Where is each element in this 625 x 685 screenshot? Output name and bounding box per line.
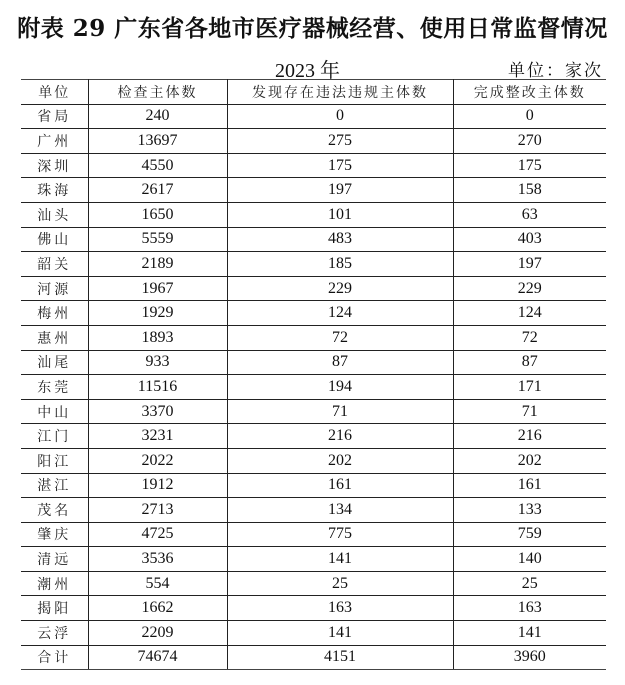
- cell-rectified: 403: [453, 227, 606, 252]
- cell-unit: 汕头: [21, 202, 88, 227]
- cell-rectified: 202: [453, 448, 606, 473]
- year-label: 2023 年: [275, 60, 340, 82]
- cell-rectified: 216: [453, 424, 606, 449]
- cell-violations: 775: [227, 522, 453, 547]
- cell-inspected: 240: [88, 104, 227, 129]
- table-row: [21, 424, 606, 449]
- cell-inspected: 4725: [88, 522, 227, 547]
- cell-rectified: 171: [453, 375, 606, 400]
- cell-violations: 483: [227, 227, 453, 252]
- cell-inspected: 5559: [88, 227, 227, 252]
- cell-inspected: 933: [88, 350, 227, 375]
- table-row: [21, 571, 606, 596]
- cell-violations: 101: [227, 202, 453, 227]
- cell-inspected: 554: [88, 571, 227, 596]
- table-row: [21, 621, 606, 646]
- supervision-table: [21, 79, 606, 670]
- cell-rectified: 163: [453, 596, 606, 621]
- cell-inspected: 11516: [88, 375, 227, 400]
- cell-inspected: 2022: [88, 448, 227, 473]
- cell-violations: 141: [227, 621, 453, 646]
- cell-rectified: 229: [453, 276, 606, 301]
- cell-violations: 161: [227, 473, 453, 498]
- header-unit: 单位: [21, 80, 88, 105]
- cell-unit: 韶关: [21, 252, 88, 277]
- cell-unit: 揭阳: [21, 596, 88, 621]
- cell-inspected: 2209: [88, 621, 227, 646]
- cell-violations: 163: [227, 596, 453, 621]
- cell-unit: 阳江: [21, 448, 88, 473]
- cell-inspected: 1662: [88, 596, 227, 621]
- cell-rectified: 63: [453, 202, 606, 227]
- cell-inspected: 1650: [88, 202, 227, 227]
- header-rectified: 完成整改主体数: [453, 80, 606, 105]
- cell-violations: 197: [227, 178, 453, 203]
- cell-unit: 河源: [21, 276, 88, 301]
- cell-rectified: 25: [453, 571, 606, 596]
- cell-violations: 71: [227, 399, 453, 424]
- cell-violations: 202: [227, 448, 453, 473]
- cell-unit: 珠海: [21, 178, 88, 203]
- cell-rectified: 141: [453, 621, 606, 646]
- cell-inspected: 3231: [88, 424, 227, 449]
- table-row: [21, 325, 606, 350]
- cell-rectified: 197: [453, 252, 606, 277]
- cell-violations: 4151: [227, 645, 453, 670]
- cell-unit: 汕尾: [21, 350, 88, 375]
- cell-unit: 肇庆: [21, 522, 88, 547]
- cell-inspected: 1912: [88, 473, 227, 498]
- table-row: [21, 276, 606, 301]
- header-inspected: 检查主体数: [88, 80, 227, 105]
- cell-violations: 134: [227, 498, 453, 523]
- cell-unit: 清远: [21, 547, 88, 572]
- table-row: [21, 522, 606, 547]
- cell-unit: 梅州: [21, 301, 88, 326]
- cell-violations: 25: [227, 571, 453, 596]
- cell-violations: 175: [227, 153, 453, 178]
- cell-violations: 275: [227, 129, 453, 154]
- cell-violations: 229: [227, 276, 453, 301]
- cell-rectified: 140: [453, 547, 606, 572]
- table-title: 附表 29 广东省各地市医疗器械经营、使用日常监督情况: [17, 15, 608, 42]
- cell-inspected: 3370: [88, 399, 227, 424]
- cell-unit: 省局: [21, 104, 88, 129]
- header-violations: 发现存在违法违规主体数: [227, 80, 453, 105]
- table-row: [21, 252, 606, 277]
- table-row: [21, 301, 606, 326]
- cell-unit: 佛山: [21, 227, 88, 252]
- unit-label: 单位：家次: [508, 61, 603, 81]
- table-row: [21, 498, 606, 523]
- cell-rectified: 0: [453, 104, 606, 129]
- cell-rectified: 175: [453, 153, 606, 178]
- cell-unit: 东莞: [21, 375, 88, 400]
- cell-unit: 惠州: [21, 325, 88, 350]
- cell-rectified: 133: [453, 498, 606, 523]
- table-row: [21, 473, 606, 498]
- table-row: [21, 129, 606, 154]
- table-row: [21, 202, 606, 227]
- cell-unit: 云浮: [21, 621, 88, 646]
- cell-inspected: 1893: [88, 325, 227, 350]
- cell-rectified: 124: [453, 301, 606, 326]
- total-row: [21, 645, 606, 670]
- cell-rectified: 270: [453, 129, 606, 154]
- table-row: [21, 596, 606, 621]
- cell-rectified: 3960: [453, 645, 606, 670]
- cell-rectified: 759: [453, 522, 606, 547]
- table-row: [21, 399, 606, 424]
- table-row: [21, 547, 606, 572]
- table-row: [21, 104, 606, 129]
- cell-inspected: 1929: [88, 301, 227, 326]
- cell-inspected: 13697: [88, 129, 227, 154]
- cell-inspected: 3536: [88, 547, 227, 572]
- table-row: [21, 227, 606, 252]
- cell-inspected: 2713: [88, 498, 227, 523]
- cell-violations: 0: [227, 104, 453, 129]
- cell-violations: 141: [227, 547, 453, 572]
- cell-violations: 72: [227, 325, 453, 350]
- header-row: [21, 80, 606, 105]
- cell-violations: 194: [227, 375, 453, 400]
- cell-inspected: 2617: [88, 178, 227, 203]
- cell-violations: 87: [227, 350, 453, 375]
- cell-rectified: 71: [453, 399, 606, 424]
- cell-violations: 216: [227, 424, 453, 449]
- cell-rectified: 158: [453, 178, 606, 203]
- cell-inspected: 4550: [88, 153, 227, 178]
- cell-violations: 185: [227, 252, 453, 277]
- cell-rectified: 161: [453, 473, 606, 498]
- cell-unit: 深圳: [21, 153, 88, 178]
- cell-rectified: 87: [453, 350, 606, 375]
- cell-unit: 江门: [21, 424, 88, 449]
- cell-unit: 广州: [21, 129, 88, 154]
- table-row: [21, 448, 606, 473]
- cell-rectified: 72: [453, 325, 606, 350]
- cell-unit: 湛江: [21, 473, 88, 498]
- cell-unit: 合计: [21, 645, 88, 670]
- cell-inspected: 1967: [88, 276, 227, 301]
- cell-unit: 潮州: [21, 571, 88, 596]
- cell-unit: 中山: [21, 399, 88, 424]
- cell-unit: 茂名: [21, 498, 88, 523]
- table-row: [21, 350, 606, 375]
- table-row: [21, 153, 606, 178]
- cell-violations: 124: [227, 301, 453, 326]
- table-row: [21, 375, 606, 400]
- table-row: [21, 178, 606, 203]
- cell-inspected: 2189: [88, 252, 227, 277]
- cell-inspected: 74674: [88, 645, 227, 670]
